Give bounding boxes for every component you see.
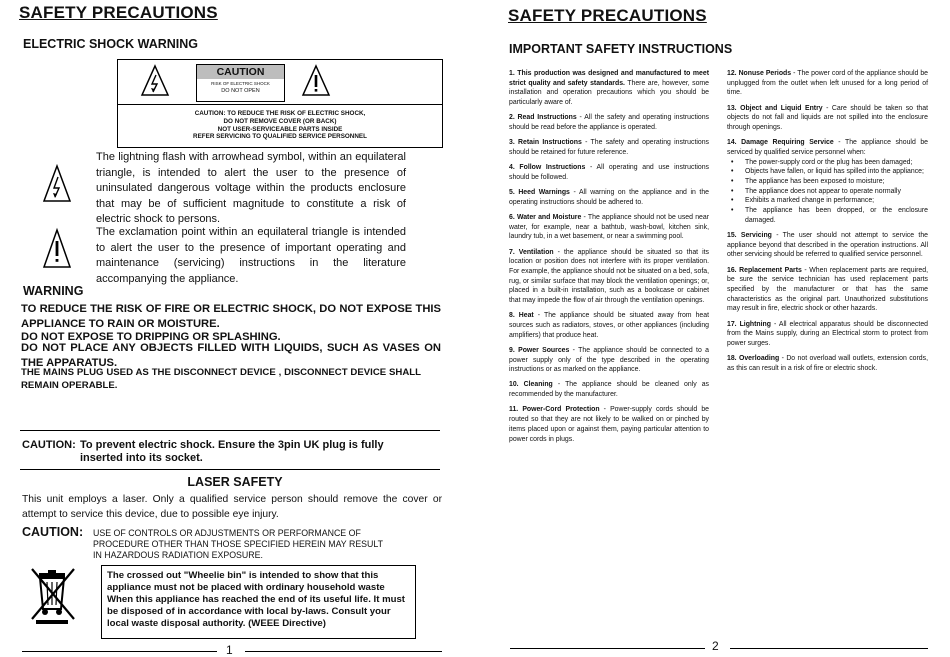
warning-line: TO REDUCE THE RISK OF FIRE OR ELECTRIC SHOCK, DO NOT EXPOSE THIS APPLIANCE TO RAIN OR MOISTURE. — [21, 303, 441, 330]
caution-box-line: DO NOT REMOVE COVER (OR BACK) — [223, 117, 337, 125]
caution-box-line: REFER SERVICING TO QUALIFIED SERVICE PERSONNEL — [193, 133, 367, 141]
instruction-item: 15. Servicing - The user should not attempt to service the appliance beyond that described in the operation instructions. All other servicing should be referred to qualified service personnel. — [727, 232, 929, 259]
instruction-item: 8. Heat - The appliance should be situated away from heat sources such as radiators, stoves, or other appliances (including amplifiers) that produce heat. — [509, 312, 710, 339]
instruction-item: 9. Power Sources - The appliance should be connected to a power supply only of the type described in the operating instructions or as marked on the appliance. — [509, 346, 709, 374]
weee-notice: The crossed out "Wheelie bin" is intended to show that this appliance must not be placed with ordinary household waste When this appliance has reached the end of its useful life. It must be disposed of in accordance with local by-laws. Consult your local waste disposal authority. (WEEE Directive) — [101, 565, 416, 639]
laser-caution-label: CAUTION: — [22, 525, 84, 539]
list-item: • The appliance has been dropped, or the enclosure damaged. — [727, 206, 928, 225]
instruction-item: 6. Water and Moisture - The appliance should not be used near water, for example, near a bathtub, wash-bowl, kitchen sink, laundry tub, in a wet basement, or near a swimming pool. — [509, 213, 709, 241]
page-title: SAFETY PRECAUTIONS — [19, 3, 218, 22]
divider — [20, 430, 440, 431]
warning-line: DO NOT EXPOSE TO DRIPPING OR SPLASHING. — [21, 331, 281, 343]
footer-line-right — [730, 648, 928, 649]
instruction-item: 3. Retain Instructions - The safety and operating instructions should be retained for future reference. — [509, 139, 709, 156]
warning-heading: WARNING — [23, 284, 84, 298]
list-item: • The power-supply cord or the plug has been damaged; — [727, 158, 928, 168]
list-item: • The appliance has been exposed to moisture; — [727, 177, 928, 187]
laser-caution-line: PROCEDURE OTHER THAN THOSE SPECIFIED HEREIN MAY RESULT — [93, 539, 384, 549]
instruction-item: 17. Lightning - All electrical apparatus should be disconnected from the Mains supply, during an Electrical storm to protect from power surges. — [727, 320, 928, 348]
plug-caution-text: To prevent electric shock. Ensure the 3pin UK plug is fully — [80, 439, 384, 451]
footer-line-left — [22, 651, 217, 652]
lightning-description: The lightning flash with arrowhead symbol, within an equilateral triangle, is intended to alert the user to the presence of uninsulated dangerous voltage within the products enclosure that may be of sufficient magnitude to constitute a risk of electric shock to persons. — [96, 151, 406, 225]
manual-page-1 — [0, 0, 470, 657]
lightning-triangle-icon — [42, 163, 72, 205]
list-item: • The appliance does not appear to operate normally — [727, 187, 928, 197]
instruction-item: 1. This production was designed and manufactured to meet strict quality and safety standards. There are, however, some installation and operation precautions which you should be particularly aware of. — [509, 70, 709, 107]
warning-line: DO NOT PLACE ANY OBJECTS FILLED WITH LIQUIDS, SUCH AS VASES ON THE APPARATUS. — [21, 342, 441, 369]
caution-label-title: CAUTION — [197, 65, 284, 79]
caution-label-subtext: RISK OF ELECTRIC SHOCK — [211, 81, 270, 86]
crossed-wheelie-bin-icon — [28, 567, 78, 625]
caution-box-text — [118, 110, 442, 141]
instruction-item: 7. Ventilation - the appliance should be situated so that its location or position does not interfere with its proper ventilation. For example, the appliance should not be situated on a bed, sofa, rug, or similar surface that may block the ventilation openings; or, placed in a built-in installation, such as a bookcase or cabinet that may impede the flow of air through the ventilation openings. — [509, 248, 709, 305]
footer-line-right — [245, 651, 442, 652]
list-item: • Exhibits a marked change in performance; — [727, 196, 928, 206]
electric-shock-heading: ELECTRIC SHOCK WARNING — [23, 37, 198, 51]
laser-caution-line: IN HAZARDOUS RADIATION EXPOSURE. — [93, 550, 263, 560]
instruction-item: 18. Overloading - Do not overload wall outlets, extension cords, as this can result in a risk of fire or electric shock. — [727, 355, 928, 372]
damage-conditions-list — [727, 158, 928, 226]
list-item: • Objects have fallen, or liquid has spilled into the appliance; — [727, 167, 928, 177]
mains-plug-note: THE MAINS PLUG USED AS THE DISCONNECT DEVICE , DISCONNECT DEVICE SHALL REMAIN OPERABLE. — [21, 367, 421, 391]
laser-description: This unit employs a laser. Only a qualified service person should remove the cover or attempt to service this device, due to possible eye injury. — [22, 494, 442, 520]
exclamation-triangle-icon — [42, 227, 72, 271]
instruction-item: 12. Nonuse Periods - The power cord of the appliance should be unplugged from the outlet when left unused for a long period of time. — [727, 70, 929, 97]
divider — [20, 469, 440, 470]
instruction-item: 5. Heed Warnings - All warning on the appliance and in the operating instructions should be adhered to. — [509, 189, 709, 206]
page-number: 1 — [226, 643, 233, 657]
laser-caution-text — [93, 528, 383, 561]
caution-label-do-not-open: DO NOT OPEN — [221, 88, 260, 94]
instruction-item: 2. Read Instructions - All the safety and operating instructions should be read before the appliance is operated. — [509, 114, 709, 132]
plug-caution-text: inserted into its socket. — [80, 452, 203, 464]
instruction-item: 10. Cleaning - The appliance should be cleaned only as recommended by the manufacturer. — [509, 381, 709, 399]
caution-label-box — [117, 59, 443, 148]
plug-caution-label: CAUTION: — [22, 439, 76, 451]
caution-label — [196, 64, 285, 102]
laser-safety-heading: LASER SAFETY — [187, 475, 283, 489]
page-number: 2 — [712, 639, 719, 653]
instruction-item: 14. Damage Requiring Service - The appliance should be serviced by qualified service personnel when: — [727, 139, 928, 156]
page-title: SAFETY PRECAUTIONS — [508, 6, 707, 25]
instruction-item: 4. Follow Instructions - All operating and use instructions should be followed. — [509, 164, 710, 181]
instruction-item: 16. Replacement Parts - When replacement parts are required, be sure the service technician has used replacement parts specified by the manufacturer or that has the same characteristics as the original part. Unauthorized substitutions may result in fire, electric shock or other hazards. — [727, 266, 928, 313]
instruction-item: 13. Object and Liquid Entry - Care should be taken so that objects do not fall and liquids are not spilled into the enclosure through openings. — [727, 104, 928, 132]
instructions-column-left — [509, 69, 709, 450]
important-instructions-heading: IMPORTANT SAFETY INSTRUCTIONS — [509, 42, 733, 56]
exclamation-description: The exclamation point within an equilateral triangle is intended to alert the user to the presence of important operating and maintenance (servicing) instructions in the literature accompanying the appliance. — [96, 226, 406, 285]
instructions-column-right — [727, 69, 928, 379]
lightning-warning-icon — [140, 64, 170, 98]
footer-line-left — [510, 648, 705, 649]
manual-page-2 — [490, 0, 950, 654]
instruction-item: 11. Power-Cord Protection - Power-supply cords should be routed so that they are not likely to be walked on or pinched by items placed upon or against them, paying particular attention to power cords in plugs. — [509, 406, 709, 443]
caution-box-line: CAUTION: TO REDUCE THE RISK OF ELECTRIC SHOCK, — [194, 110, 366, 117]
caution-box-line: NOT USER-SERVICEABLE PARTS INSIDE — [217, 125, 343, 133]
exclamation-warning-icon — [301, 64, 331, 98]
laser-caution-line: USE OF CONTROLS OR ADJUSTMENTS OR PERFORMANCE OF — [93, 528, 361, 538]
caution-box-divider — [118, 104, 442, 105]
